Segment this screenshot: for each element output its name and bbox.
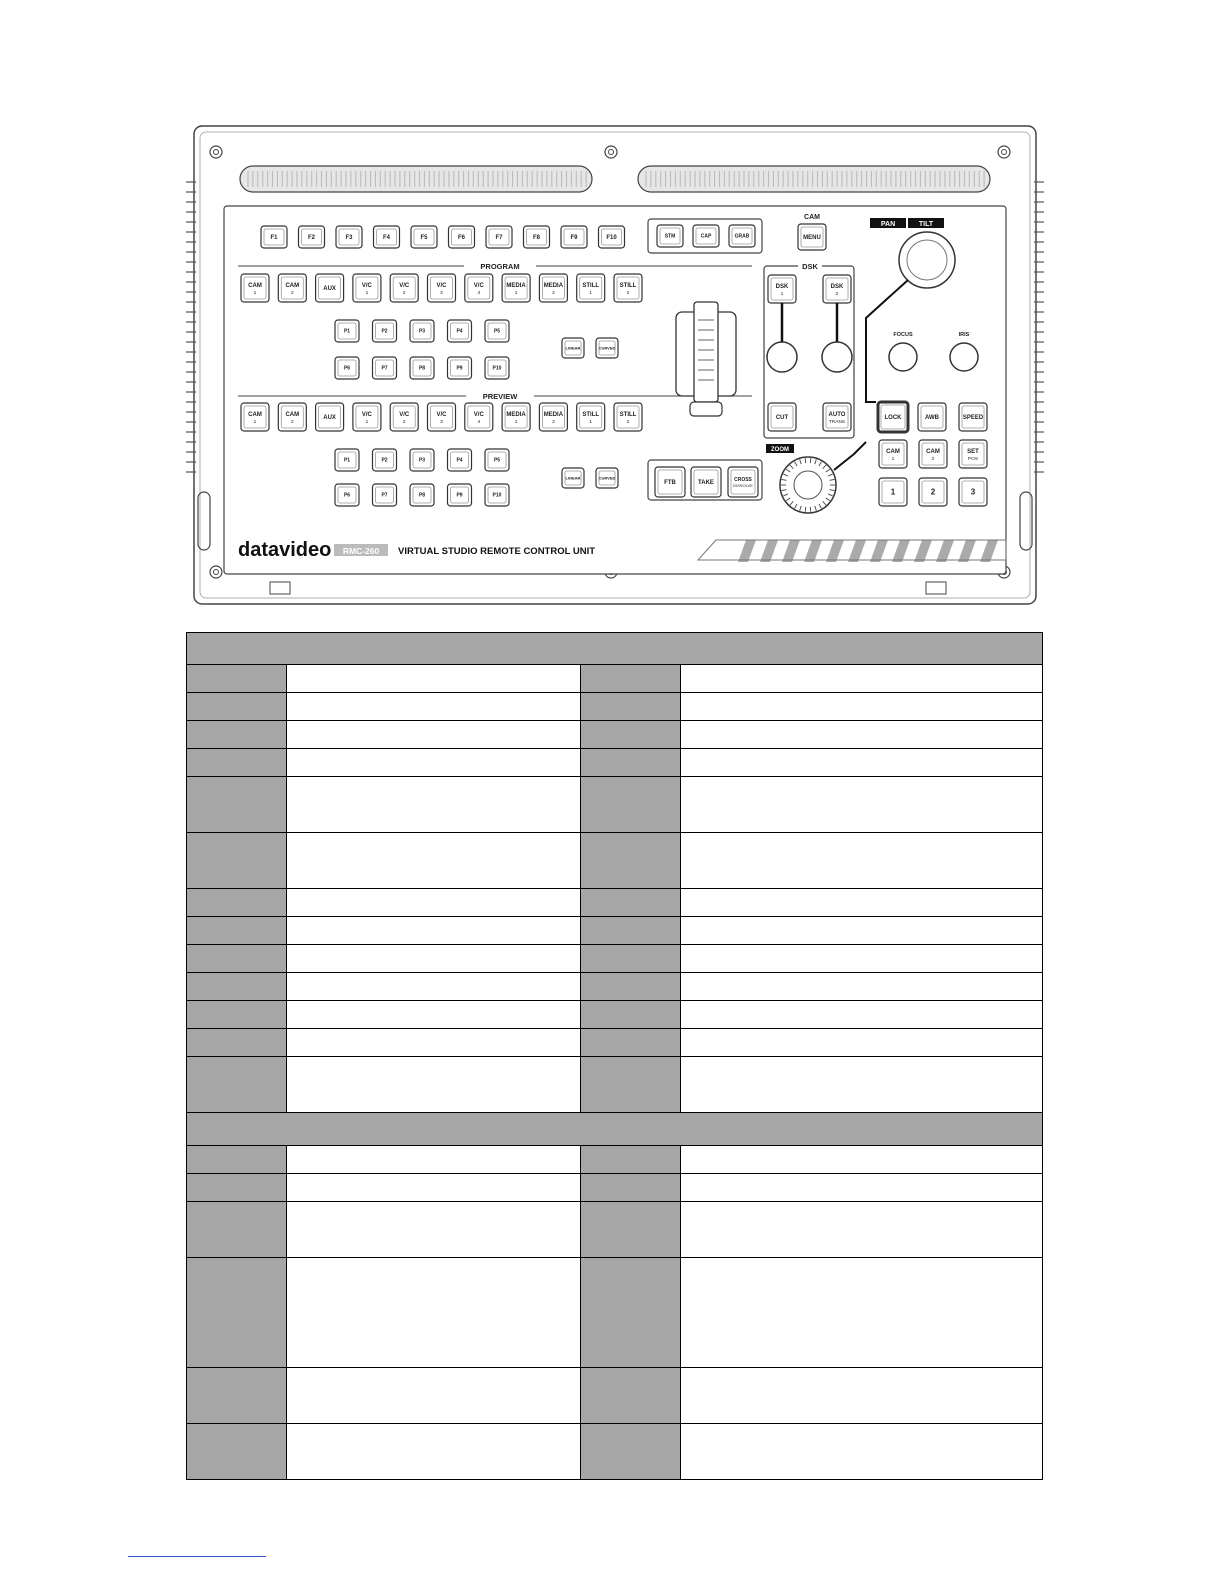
table-row [187,1368,1043,1424]
table-value-cell [681,1174,1043,1202]
table-key-cell [187,1146,287,1174]
program-preset-p9-label: P9 [456,365,463,372]
table-key-cell [581,749,681,777]
program-preset-p3-label: P3 [418,328,426,335]
program-button-1-sublabel: 1 [253,291,257,296]
dsk-1-knob[interactable] [767,342,797,372]
datavideo-logo: datavideo [238,539,332,561]
table-key-cell [581,1029,681,1057]
lock-button-label: LOCK [884,415,902,421]
table-row [187,1202,1043,1258]
pan-label: PAN [880,221,896,228]
preview-button-1-label: CAM [248,412,262,418]
table-key-cell [581,665,681,693]
table-key-cell [187,945,287,973]
program-button-7-sublabel: 4 [477,291,481,296]
focus-label: FOCUS [893,332,913,338]
preview-button-2-label: CAM [285,412,300,418]
table-value-cell [681,1029,1043,1057]
program-button-7-label: V/C [473,283,484,289]
table-row [187,1057,1043,1113]
grab-button-label: GRAB [734,233,750,240]
table-value-cell [287,1202,581,1258]
table-key-cell [187,1202,287,1258]
table-row [187,1174,1043,1202]
screw-icon [210,566,222,578]
section-title [187,1113,1043,1146]
preview-button-9-label: MEDIA [543,412,564,418]
table-value-cell [287,1368,581,1424]
table-row [187,1001,1043,1029]
program-button-11-label: STILL [619,283,637,289]
table-value-cell [681,1368,1043,1424]
f-key-7-label: F7 [495,235,503,241]
iris-label: IRIS [958,332,970,338]
preview-button-6-sublabel: 3 [440,420,443,425]
model-label: RMC-260 [342,546,380,556]
f-key-9-label: F9 [570,235,578,241]
program-button-11-sublabel: 2 [626,291,630,296]
preview-preset-p1-label: P1 [343,457,351,464]
number-3-button-label: 3 [970,487,976,497]
table-key-cell [581,973,681,1001]
table-row [187,945,1043,973]
dsk-2-button-sublabel: 2 [835,292,839,297]
table-key-cell [581,833,681,889]
table-key-cell [581,945,681,973]
screw-icon [210,146,222,158]
table-key-cell [187,1368,287,1424]
table-row [187,1146,1043,1174]
cam-1-button-label: CAM [886,449,900,455]
cross-dissolve-button-label: CROSS [734,477,752,483]
program-button-1-label: CAM [248,283,262,289]
tilt-label: TILT [918,221,934,228]
ftb-button-label: FTB [664,480,676,486]
dsk-2-button-label: DSK [830,284,844,290]
table-key-cell [581,1424,681,1480]
table-value-cell [681,1202,1043,1258]
preview-button-3-label: AUX [323,415,336,421]
f-key-10-label: F10 [606,235,617,241]
table-row [187,1424,1043,1480]
control-surface [224,206,1006,574]
program-preset-p2-label: P2 [381,328,388,335]
screw-icon [998,146,1010,158]
number-1-button-label: 1 [890,487,896,497]
program-preset-p1-label: P1 [343,328,351,335]
table-row [187,833,1043,889]
table-row [187,973,1043,1001]
foot-left [270,582,290,594]
table-value-cell [287,1029,581,1057]
zoom-grip-tick [810,507,811,512]
preview-button-5-label: V/C [399,412,410,418]
speaker-grille-left [240,166,592,192]
table-key-cell [187,1258,287,1368]
table-row [187,777,1043,833]
table-value-cell [287,777,581,833]
set-pos-button-sublabel: POS [967,457,979,462]
program-button-10-label: STILL [582,283,600,289]
zoom-label: ZOOM [771,447,789,453]
t-bar-base [690,402,722,416]
table-value-cell [681,721,1043,749]
table-key-cell [187,1057,287,1113]
table-value-cell [681,1424,1043,1480]
foot-right [926,582,946,594]
preview-button-10-sublabel: 1 [589,420,593,425]
preview-preset-p7-label: P7 [381,492,388,499]
program-button-2-sublabel: 2 [290,291,294,296]
table-key-cell [187,973,287,1001]
zoom-grip-tick [810,458,811,463]
table-value-cell [287,1258,581,1368]
table-key-cell [187,1424,287,1480]
table-key-cell [581,1001,681,1029]
preview-button-8-sublabel: 1 [514,420,518,425]
table-key-cell [187,777,287,833]
table-row [187,1258,1043,1368]
table-row [187,1029,1043,1057]
program-preset-p7-label: P7 [381,365,388,372]
focus-knob[interactable] [889,343,917,371]
preview-preset-p3-label: P3 [418,457,426,464]
preview-linear-button-label: LINEAR [565,475,581,481]
table-value-cell [287,1057,581,1113]
program-preset-p5-label: P5 [493,328,501,335]
cross-dissolve-button-sublabel: DISSOLVE [733,483,753,488]
f-key-5-label: F5 [420,235,428,241]
zoom-grip-tick [805,507,806,512]
menu-button-label: MENU [803,235,821,241]
table-value-cell [287,889,581,917]
table-value-cell [287,693,581,721]
table-value-cell [287,833,581,889]
table-key-cell [187,721,287,749]
table-key-cell [187,749,287,777]
program-button-5-sublabel: 2 [402,291,406,296]
cam-menu-title: CAM [804,214,820,221]
table-section-header [187,1113,1043,1146]
table-key-cell [581,693,681,721]
t-bar-lever[interactable] [694,302,718,402]
dsk-1-button-label: DSK [775,284,789,290]
preview-curved-button-label: CURVED [598,475,616,481]
specification-table [186,632,1043,1480]
program-linear-button-label: LINEAR [565,345,581,351]
auto-trans-button-sublabel: TRANS [828,420,846,425]
preview-button-4-sublabel: 1 [365,420,369,425]
preview-button-1-sublabel: 1 [253,420,257,425]
table-value-cell [287,721,581,749]
cam-1-button-sublabel: 1 [891,457,895,462]
footer-link-underline [128,1556,266,1557]
cam-2-button-label: CAM [926,449,940,455]
table-value-cell [287,749,581,777]
table-key-cell [187,665,287,693]
program-button-6-label: V/C [436,283,447,289]
preview-preset-p8-label: P8 [418,492,426,499]
cap-button-label: CAP [700,233,712,240]
table-key-cell [187,693,287,721]
zoom-rocker-center [794,471,822,499]
table-value-cell [681,889,1043,917]
set-pos-button-label: SET [967,449,979,455]
speed-button-label: SPEED [962,415,984,421]
program-button-10-sublabel: 1 [589,291,593,296]
table-key-cell [581,1368,681,1424]
table-value-cell [287,945,581,973]
program-button-9-label: MEDIA [543,283,564,289]
take-button-label: TAKE [698,480,714,486]
preview-button-9-sublabel: 2 [552,420,555,425]
preview-button-7-label: V/C [473,412,484,418]
table-row [187,721,1043,749]
preview-button-7-sublabel: 4 [477,420,481,425]
table-key-cell [187,833,287,889]
table-value-cell [287,665,581,693]
cam-2-button-sublabel: 2 [931,457,935,462]
table-row [187,665,1043,693]
program-button-4-sublabel: 1 [365,291,369,296]
program-preset-p10-label: P10 [492,365,502,372]
table-row [187,917,1043,945]
f-key-1-label: F1 [270,235,278,241]
table-value-cell [681,1001,1043,1029]
table-value-cell [681,749,1043,777]
iris-knob[interactable] [950,343,978,371]
preview-preset-p6-label: P6 [343,492,351,499]
preview-preset-p5-label: P5 [493,457,501,464]
table-value-cell [681,917,1043,945]
table-value-cell [287,917,581,945]
preview-button-6-label: V/C [436,412,447,418]
table-key-cell [581,1146,681,1174]
preview-button-5-sublabel: 2 [402,420,406,425]
program-curved-button-label: CURVED [598,345,616,351]
program-button-4-label: V/C [361,283,372,289]
f-key-3-label: F3 [345,235,353,241]
table-row [187,889,1043,917]
preview-button-10-label: STILL [582,412,600,418]
table-key-cell [581,777,681,833]
f-key-8-label: F8 [532,235,541,241]
table-key-cell [581,889,681,917]
table-key-cell [581,1258,681,1368]
program-button-3-label: AUX [323,286,336,292]
preview-label: PREVIEW [482,392,518,401]
table-value-cell [681,1057,1043,1113]
number-2-button-label: 2 [930,487,936,497]
table-row [187,749,1043,777]
table-section-header [187,633,1043,665]
table-row [187,693,1043,721]
awb-button-label: AWB [925,415,939,421]
table-value-cell [287,1424,581,1480]
speaker-grille-right [638,166,990,192]
product-name: VIRTUAL STUDIO REMOTE CONTROL UNIT [398,546,596,557]
section-title [187,633,1043,665]
preview-preset-p10-label: P10 [492,492,502,499]
table-key-cell [581,1057,681,1113]
table-value-cell [681,1146,1043,1174]
table-key-cell [581,721,681,749]
preview-button-2-sublabel: 2 [290,420,294,425]
table-key-cell [187,917,287,945]
f-key-2-label: F2 [307,235,316,241]
program-preset-p6-label: P6 [343,365,351,372]
f-key-6-label: F6 [457,235,466,241]
table-value-cell [287,973,581,1001]
preview-button-4-label: V/C [361,412,372,418]
table-value-cell [681,973,1043,1001]
auto-trans-button-label: AUTO [828,412,846,418]
preview-preset-p4-label: P4 [456,457,463,464]
program-button-6-sublabel: 3 [440,291,443,296]
dsk-2-knob[interactable] [822,342,852,372]
preview-preset-p2-label: P2 [381,457,388,464]
table-value-cell [681,1258,1043,1368]
screw-icon [605,146,617,158]
table-value-cell [681,833,1043,889]
program-button-8-label: MEDIA [506,283,526,289]
table-key-cell [187,1174,287,1202]
table-key-cell [581,1174,681,1202]
table-key-cell [581,1202,681,1258]
program-preset-p8-label: P8 [418,365,426,372]
preview-button-11-sublabel: 2 [626,420,630,425]
preview-button-8-label: MEDIA [506,412,526,418]
table-value-cell [681,945,1043,973]
program-preset-p4-label: P4 [456,328,463,335]
rmc-260-panel-illustration [186,120,1044,610]
preview-button-11-label: STILL [619,412,637,418]
table-value-cell [287,1174,581,1202]
preview-preset-p9-label: P9 [456,492,463,499]
f-key-4-label: F4 [382,235,391,241]
table-key-cell [581,917,681,945]
program-button-2-label: CAM [285,283,300,289]
table-value-cell [287,1001,581,1029]
dsk-1-button-sublabel: 1 [780,292,784,297]
table-value-cell [681,693,1043,721]
table-value-cell [681,665,1043,693]
program-button-8-sublabel: 1 [514,291,518,296]
dsk-label: DSK [802,262,818,271]
table-key-cell [187,889,287,917]
zoom-grip-tick [805,458,806,463]
cut-button-label: CUT [775,415,789,421]
program-button-5-label: V/C [399,283,410,289]
program-label: PROGRAM [480,262,520,271]
table-value-cell [681,777,1043,833]
table-key-cell [187,1029,287,1057]
stm-button-label: STM [664,233,676,240]
table-key-cell [187,1001,287,1029]
table-value-cell [287,1146,581,1174]
program-button-9-sublabel: 2 [552,291,555,296]
